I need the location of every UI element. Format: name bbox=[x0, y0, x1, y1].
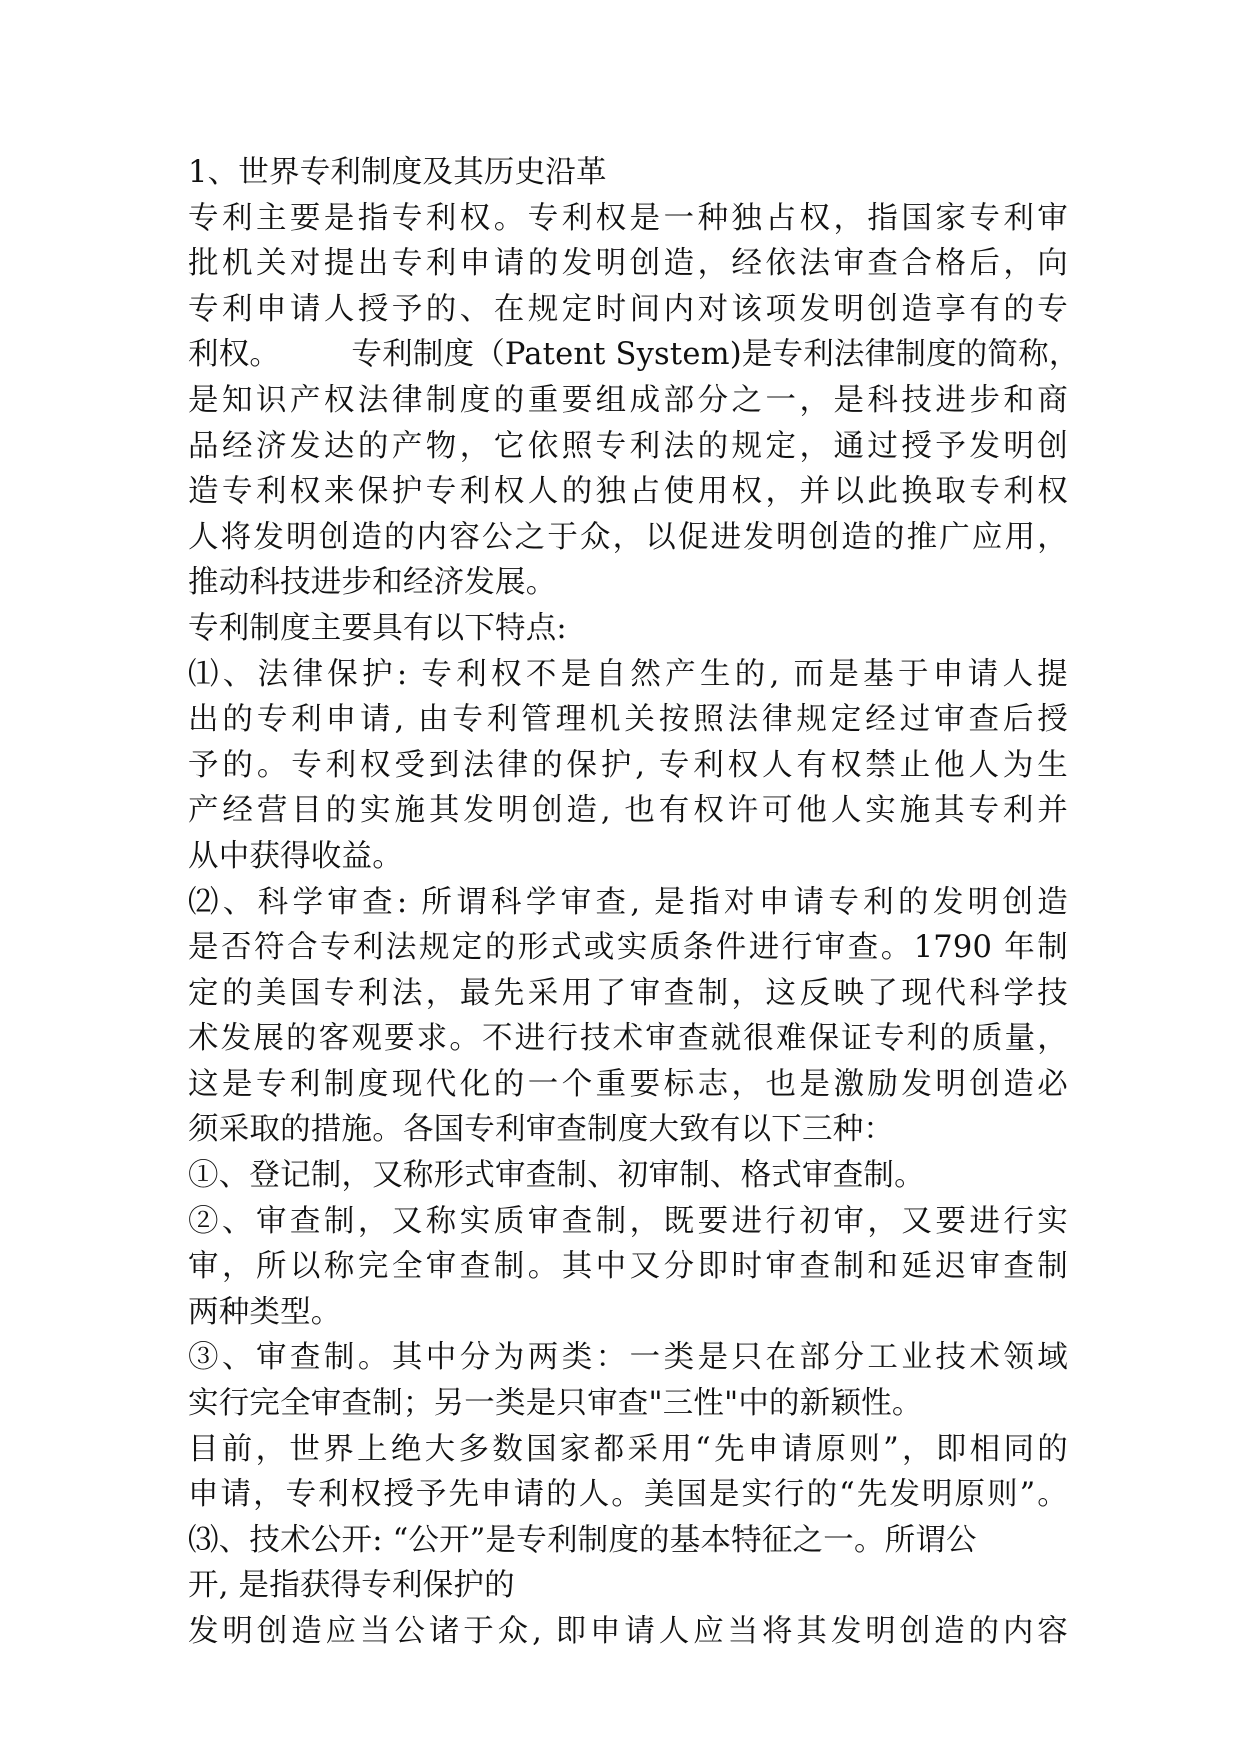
paragraph-line: 造专利权来保护专利权人的独占使用权，并以此换取专利权 bbox=[188, 474, 1068, 510]
list-item-line: 术发展的客观要求。不进行技术审查就很难保证专利的质量， bbox=[188, 1021, 1068, 1057]
paragraph-line: 是知识产权法律制度的重要组成部分之一，是科技进步和商 bbox=[188, 382, 1068, 418]
list-item-line: ⑵、科学审查: 所谓科学审查, 是指对申请专利的发明创造 bbox=[188, 884, 1068, 920]
list-item-line: 这是专利制度现代化的一个重要标志，也是激励发明创造必 bbox=[188, 1066, 1068, 1102]
paragraph-line: 目前，世界上绝大多数国家都采用“先申请原则”，即相同的 bbox=[188, 1431, 1068, 1467]
paragraph-line: 批机关对提出专利申请的发明创造，经依法审查合格后，向 bbox=[188, 246, 1068, 282]
sub-list-item-line: 两种类型。 bbox=[188, 1294, 342, 1330]
paragraph-line: 专利制度主要具有以下特点: bbox=[188, 610, 567, 646]
list-item-line: 予的。专利权受到法律的保护, 专利权人有权禁止他人为生 bbox=[188, 747, 1068, 783]
paragraph-line: 专利主要是指专利权。专利权是一种独占权，指国家专利审 bbox=[188, 200, 1068, 236]
paragraph-line: 专利申请人授予的、在规定时间内对该项发明创造享有的专 bbox=[188, 291, 1068, 327]
paragraph-line: 申请，专利权授予先申请的人。美国是实行的“先发明原则”。 bbox=[188, 1477, 1068, 1513]
sub-list-item-line: 实行完全审查制；另一类是只审查"三性"中的新颖性。 bbox=[188, 1386, 923, 1422]
paragraph-line: 利权。 专利制度（Patent System)是专利法律制度的简称， bbox=[188, 337, 1080, 373]
sub-list-item-line: ③、审查制。其中分为两类：一类是只在部分工业技术领域 bbox=[188, 1340, 1068, 1376]
section-heading: 1、世界专利制度及其历史沿革 bbox=[188, 155, 607, 190]
list-item-line: 开, 是指获得专利保护的 bbox=[188, 1568, 515, 1604]
sub-list-item-line: ①、登记制，又称形式审查制、初审制、格式审查制。 bbox=[188, 1158, 925, 1194]
paragraph-line: 品经济发达的产物，它依照专利法的规定，通过授予发明创 bbox=[188, 428, 1068, 464]
list-item-line: 是否符合专利法规定的形式或实质条件进行审查。1790 年制 bbox=[188, 930, 1068, 966]
list-item-line: 须采取的措施。各国专利审查制度大致有以下三种： bbox=[188, 1112, 895, 1148]
sub-list-item-line: 审，所以称完全审查制。其中又分即时审查制和延迟审查制 bbox=[188, 1249, 1068, 1285]
list-item-line: 从中获得收益。 bbox=[188, 838, 403, 874]
paragraph-line: 推动科技进步和经济发展。 bbox=[188, 565, 557, 601]
document-body bbox=[188, 150, 1080, 1655]
list-item-line: 出的专利申请, 由专利管理机关按照法律规定经过审查后授 bbox=[188, 702, 1068, 738]
list-item-line: ⑶、技术公开: “公开”是专利制度的基本特征之一。所谓公 bbox=[188, 1522, 977, 1558]
list-item-line: ⑴、法律保护: 专利权不是自然产生的, 而是基于申请人提 bbox=[188, 656, 1068, 692]
sub-list-item-line: ②、审查制，又称实质审查制，既要进行初审，又要进行实 bbox=[188, 1203, 1068, 1239]
list-item-line: 产经营目的实施其发明创造, 也有权许可他人实施其专利并 bbox=[188, 793, 1068, 829]
paragraph-line: 发明创造应当公诸于众, 即申请人应当将其发明创造的内容 bbox=[188, 1614, 1068, 1649]
paragraph-line: 人将发明创造的内容公之于众，以促进发明创造的推广应用， bbox=[188, 519, 1068, 555]
list-item-line: 定的美国专利法，最先采用了审查制，这反映了现代科学技 bbox=[188, 975, 1068, 1011]
